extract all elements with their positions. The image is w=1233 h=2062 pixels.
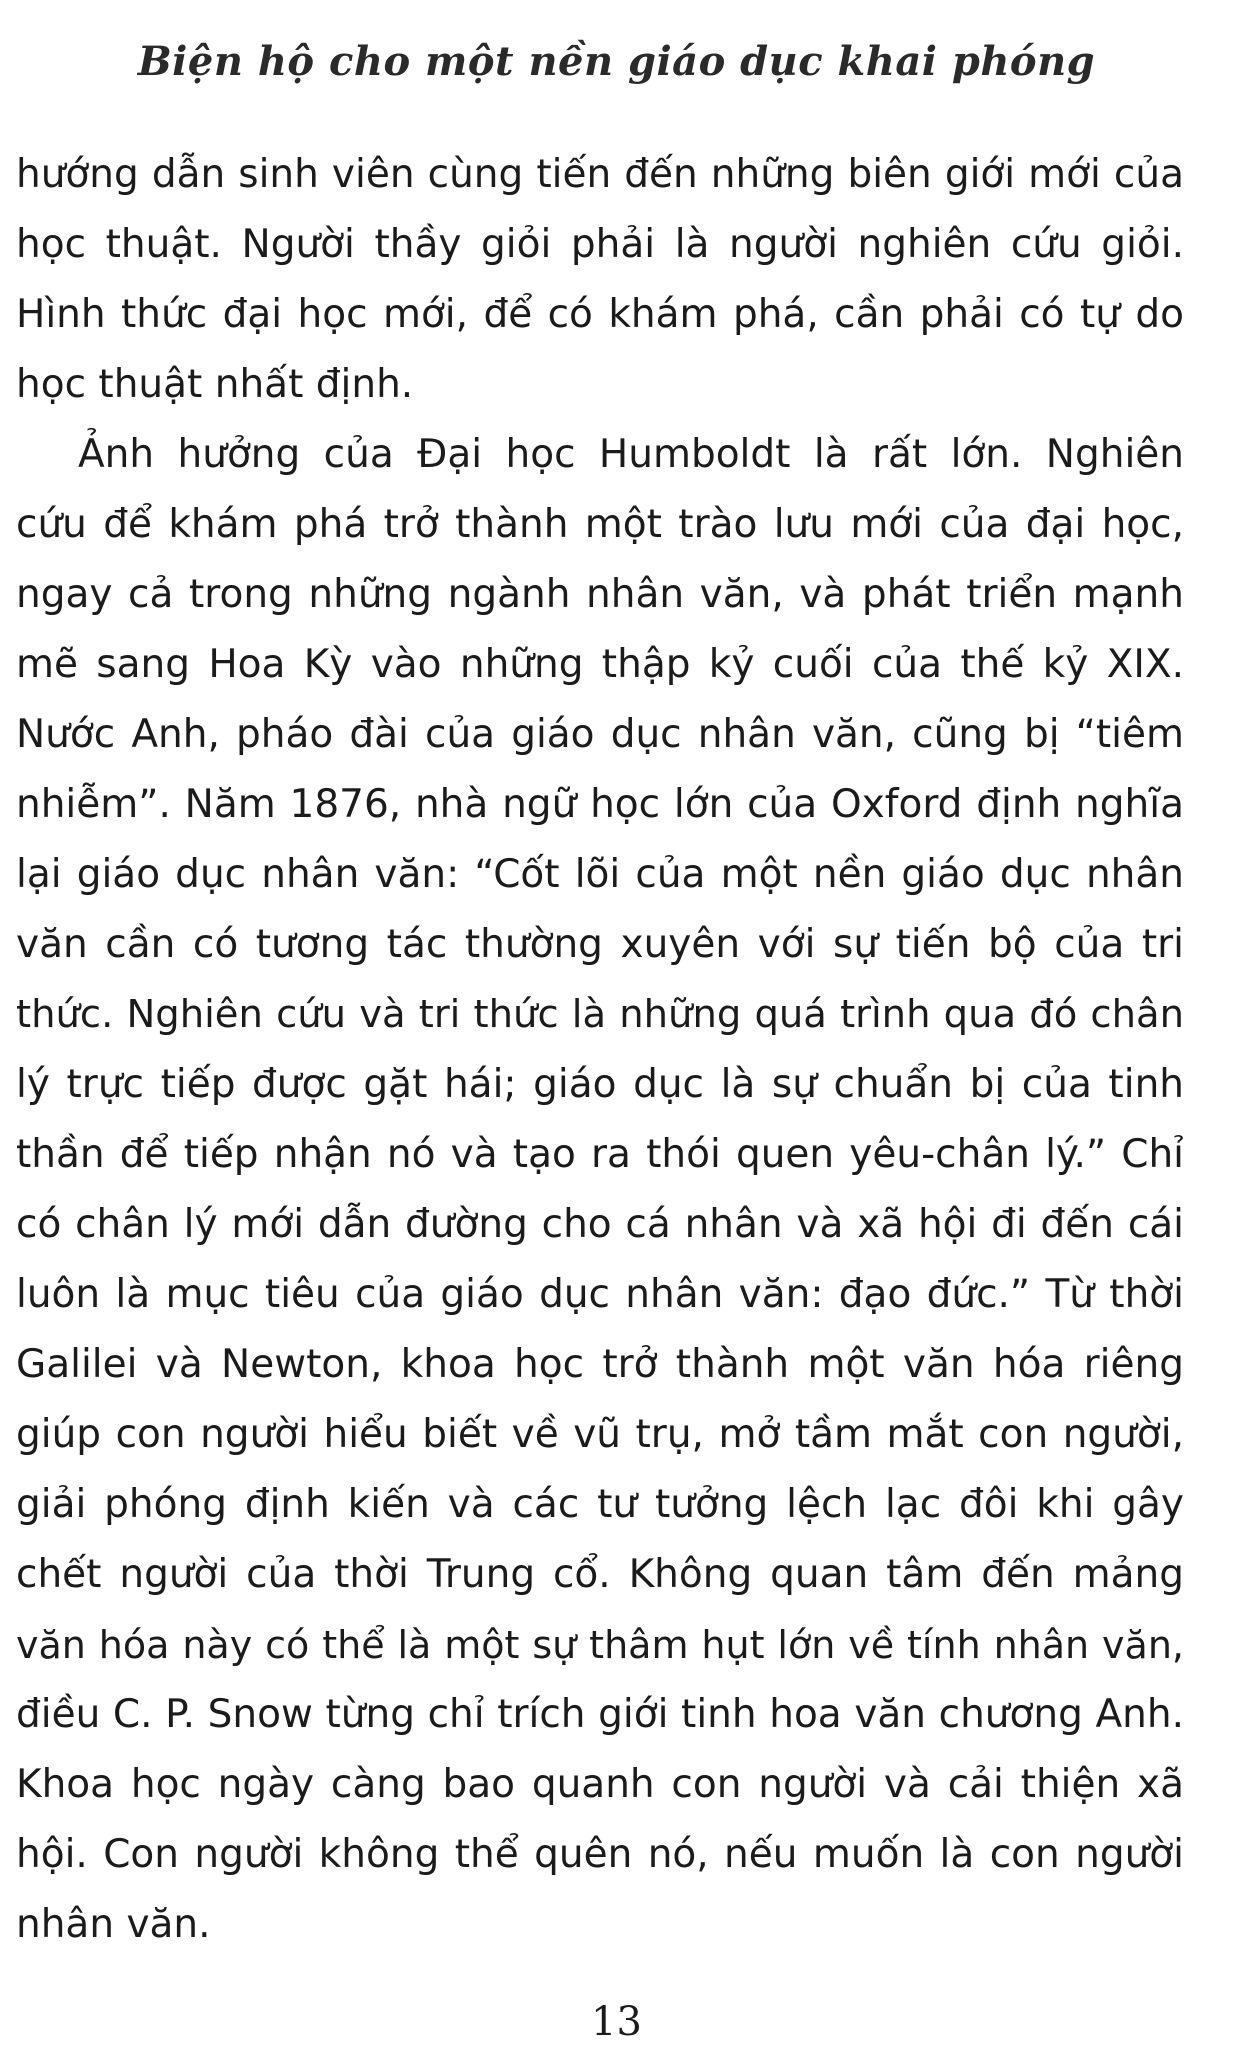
text-line: hướng dẫn sinh viên cùng tiến đến những biên giới mới của	[16, 152, 1184, 197]
text-line: cứu để khám phá trở thành một trào lưu mới của đại học,	[16, 502, 1184, 547]
text-line: thức. Nghiên cứu và tri thức là những quá trình qua đó chân	[16, 992, 1184, 1037]
text-line: giải phóng định kiến và các tư tưởng lệch lạc đôi khi gây	[16, 1482, 1184, 1527]
text-line: chết người của thời Trung cổ. Không quan tâm đến mảng	[16, 1552, 1184, 1597]
text-line: thần để tiếp nhận nó và tạo ra thói quen yêu-chân lý.” Chỉ	[16, 1132, 1184, 1177]
text-line: luôn là mục tiêu của giáo dục nhân văn: đạo đức.” Từ thời	[16, 1272, 1184, 1317]
text-line: mẽ sang Hoa Kỳ vào những thập kỷ cuối của thế kỷ XIX.	[16, 642, 1184, 687]
text-line: lại giáo dục nhân văn: “Cốt lõi của một nền giáo dục nhân	[16, 852, 1184, 897]
text-line: hội. Con người không thể quên nó, nếu muốn là con người	[16, 1832, 1184, 1877]
body-text	[16, 140, 1184, 1960]
text-line: lý trực tiếp được gặt hái; giáo dục là sự chuẩn bị của tinh	[16, 1062, 1184, 1107]
text-line: văn cần có tương tác thường xuyên với sự tiến bộ của tri	[16, 922, 1184, 967]
text-line: học thuật nhất định.	[16, 362, 414, 407]
text-line: điều C. P. Snow từng chỉ trích giới tinh hoa văn chương Anh.	[16, 1692, 1184, 1737]
text-line: ngay cả trong những ngành nhân văn, và phát triển mạnh	[16, 572, 1184, 617]
text-line: nhiễm”. Năm 1876, nhà ngữ học lớn của Oxford định nghĩa	[16, 782, 1184, 827]
paragraph-humboldt	[16, 420, 1184, 1960]
text-line: có chân lý mới dẫn đường cho cá nhân và xã hội đi đến cái	[16, 1202, 1184, 1247]
text-line: Khoa học ngày càng bao quanh con người và cải thiện xã	[16, 1762, 1184, 1807]
text-line: Ảnh hưởng của Đại học Humboldt là rất lớn. Nghiên	[78, 432, 1184, 477]
text-line: Galilei và Newton, khoa học trở thành một văn hóa riêng	[16, 1342, 1184, 1387]
text-line: Nước Anh, pháo đài của giáo dục nhân văn, cũng bị “tiêm	[16, 712, 1184, 757]
page-number: 13	[591, 1999, 642, 2045]
running-header: Biện hộ cho một nền giáo dục khai phóng	[137, 38, 1096, 85]
paragraph-continued	[16, 140, 1184, 420]
text-line: nhân văn.	[16, 1902, 211, 1947]
text-line: văn hóa này có thể là một sự thâm hụt lớn về tính nhân văn,	[16, 1623, 1184, 1667]
text-line: Hình thức đại học mới, để có khám phá, cần phải có tự do	[16, 292, 1184, 337]
text-line: giúp con người hiểu biết về vũ trụ, mở tầm mắt con người,	[16, 1412, 1184, 1457]
text-line: học thuật. Người thầy giỏi phải là người nghiên cứu giỏi.	[16, 222, 1184, 267]
